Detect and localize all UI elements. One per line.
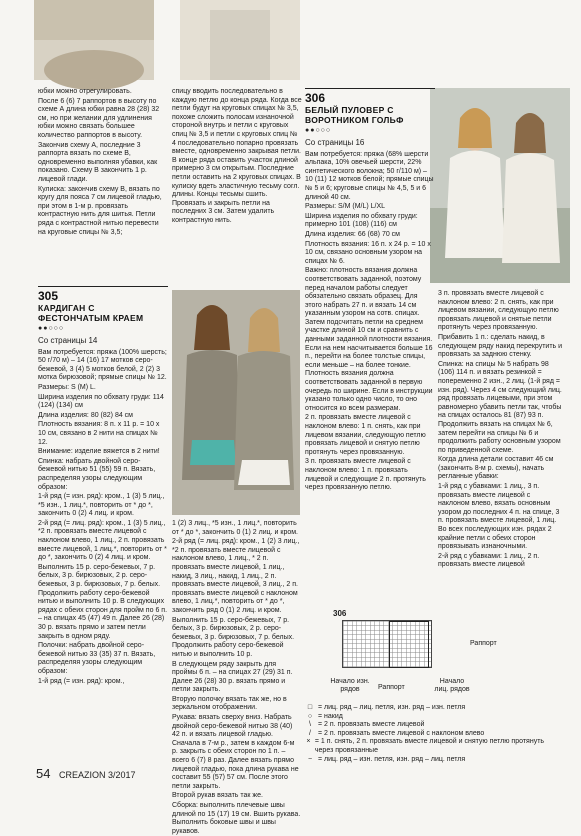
col3-para-0: Вам потребуется: пряжа (68% шерсти альпака, 10% овечьей шерсти, 22% синтетического волокна; 50 г/110 м) – 10 (11) 12 мотков белой; прямые спицы № 5 и 6; круговые спицы № 4,5, 5 и 6 длиной 40 см.	[305, 150, 434, 201]
column-1	[38, 88, 168, 283]
magazine-issue: CREAZION 3/2017	[58, 770, 136, 780]
col4-para-4: 1-й ряд с убавками: 1 лиц., 3 п. провязать вместе лицевой с наклоном влево, вязать основным узором до последних 4 п. на спице, 3 п. провязать вместе лицевой, 1 лиц. Во всех последующих изн. рядах 2 крайние петли с обеих сторон провязывать изнаночными.	[438, 483, 560, 551]
col2b-para-6: Второй рукав вязать так же.	[172, 792, 263, 800]
col3-para-5: Важно: плотность вязания должна соответствовать заданной, поэтому перед началом работы следует обязательно связать образец. Для этого набрать 27 п. и вязать 14 см указанным узором на сотв. спицах. Затем подсчитать петли на среднем участке длиной 10 см и сравнить с данными заданной плотности вязания. Если на нем насчитывается больше 16 п., перейти на более толстые спицы, если меньше – на более тонкие. Плотность вязания должна соответствовать заданной в первую очередь по ширине. Если в инструкции указано только одно число, то оно относится ко всем размерам.	[305, 267, 433, 412]
rapport-label-right: Раппорт	[470, 640, 497, 647]
col2b-para-2: Выполнить 15 р. серо-бежевых, 7 р. белых, 3 р. бирюзовых, 2 р. серо-бежевых, 3 р. бирюзовых, 7 р. белых. Продолжить работу серо-бежевой нитью и выполнить 10 р.	[172, 616, 295, 658]
legend-symbol: −	[307, 755, 313, 763]
col4-para-0: 3 п. провязать вместе лицевой с наклоном влево: 2 п. снять, как при лицевом вязании, следующую петлю провязать лицевой и снятые петли протянуть через провязанную.	[438, 290, 559, 332]
legend-symbol: ○	[307, 712, 313, 720]
col3-para-6: 2 п. провязать вместе лицевой с наклоном влево: 1 п. снять, как при лицевом вязании, следующую петлю провязать лицевой и снятую петлю протянуть через провязанную.	[305, 414, 426, 456]
pattern-number-306: 306	[305, 88, 435, 105]
pattern-305-section	[38, 286, 168, 761]
rapport-box	[389, 621, 429, 668]
page-number: 54	[36, 766, 51, 781]
legend-symbol: □	[307, 704, 313, 711]
col2b-para-1: 2-й ряд (= лиц. ряд): кром., 1 (2) 3 лиц., *2 п. провязать вместе лицевой с наклоном влево, 1 лиц., * 2 п. провязать вместе лицевой, 1 лиц., накид, 3 лиц., накид, 1 лиц., 2 п. провязать вместе лицевой, 3 лиц., 2 п. провязать вместе лицевой с наклоном влево, 1 лиц.*, повторить от * до *, закончить ряд 0 (1) 2 лиц. и кром.	[172, 538, 300, 614]
start-right-rows-label: Начало лиц. рядов	[434, 678, 470, 693]
col1b-para-7: 1-й ряд (= изн. ряд): кром., 1 (3) 5 лиц., *5 изн., 1 лиц.*, повторить от * до *, закончить 0 (2) 4 лиц. и кром.	[38, 493, 165, 518]
col1b-para-2: Ширина изделия по обхвату груди: 114 (124) (134) см	[38, 393, 164, 410]
col3-para-2: Ширина изделия по обхвату груди: примерно 101 (108) (116) см	[305, 212, 418, 229]
legend-row	[302, 713, 552, 722]
legend-text: = 2 п. провязать вместе лицевой с наклоном влево	[318, 729, 485, 737]
column-2-lower	[172, 520, 302, 835]
difficulty-dots: ●●○○○	[38, 325, 65, 332]
col1b-para-3: Длина изделия: 80 (82) 84 см	[38, 411, 133, 419]
col2b-para-5: Рукава: вязать сверху вниз. Набрать двойной серо-бежевой нитью 38 (40) 42 п. и вязать лицевой гладью. Сначала в 7-м р., затем в каждом 6-м р. закрыть с обеих сторон по 1 п. – всего 6 (7) 8 раз. Далее вязать прямо лицевой гладью, пока длина рукава не составит 55 (57) 57 см. После этого петли закрыть.	[172, 714, 299, 790]
legend-text: = накид	[318, 712, 343, 720]
pattern-number: 305	[38, 286, 168, 303]
start-wrong-rows-label: Начало изн. рядов	[330, 678, 370, 693]
photo-top-left	[34, 0, 154, 80]
col4-para-1: Прибавить 1 п.: сделать накид, в следующем ряду накид перекрутить и провязать за заднюю стенку.	[438, 333, 563, 359]
pattern-title-306: БЕЛЫЙ ПУЛОВЕР С ВОРОТНИКОМ ГОЛЬФ	[305, 105, 404, 125]
col3-para-7: 3 п. провязать вместе лицевой с наклоном влево: 1 п. провязать лицевой и следующие 2 п. протянуть через провязанную петлю.	[305, 458, 426, 492]
legend-row	[302, 721, 552, 730]
col2b-para-0: 1 (2) 3 лиц., *5 изн., 1 лиц.*, повторить от * до *, закончить 0 (1) 2 лиц. и кром.	[172, 520, 298, 536]
legend-symbol: ×	[306, 738, 311, 746]
pattern-306-section	[305, 88, 435, 603]
legend-text: = 2 п. провязать вместе лицевой	[318, 721, 425, 729]
legend-symbol: \	[309, 721, 311, 729]
col1b-para-9: Выполнить 15 р. серо-бежевых, 7 р. белых, 3 р. бирюзовых, 2 р. серо-бежевых, 3 р. бирюзовых, 7 р. белых. Продолжить работу серо-бежевой нитью и выполнить 10 р. В следующих рядах с обеих сторон для пройм по 6 п. – на спицах 45 (47) 49 п. Далее 26 (28) 30 р. вязать прямо и затем петли закрыть в одном ряду.	[38, 563, 168, 640]
col1b-para-8: 2-й ряд (= лиц. ряд): кром., 1 (3) 5 лиц., *2 п. провязать вместе лицевой с наклоном влево, 1 лиц., 2 п. провязать вместе лицевой, 1 лиц.*, повторить от * до *, закончить 0 (2) 4 лиц. и кром.	[38, 519, 167, 562]
col1-para-1: После 6 (6) 7 раппортов в высоту по схеме А длина юбки равна 28 (28) 32 см, но при желании для удлинения юбки можно связать большее количество раппортов в высоту.	[38, 97, 160, 139]
col4-para-3: Когда длина детали составит 46 см (закончить 8-м р. схемы), начать регланные убавки:	[438, 456, 554, 481]
col2-para-0: спицу вводить последовательно в каждую петлю до конца ряда. Когда все петли будут на круговых спицах № 3,5, похоже сложить полосам изнаночной стороной внутрь и петли с круговых спиц № 3,5 и петли с круговых спиц № 4 последовательно попарно провязать вместе, одновременно закрывая петли. В конце ряда оставить участок длиной примерно 3 см открытым. Последние петли оставить на 2 круговых спицах. В кулиску вдеть эластичную тесьму согл. длины. Концы тесьмы сшить. Провязать и закрыть петли на последних 3 см. Затем удалить контрастную нить.	[172, 88, 302, 224]
col1b-para-1: Размеры: S (M) L.	[38, 383, 96, 391]
col1b-para-11: 1-й ряд (= изн. ряд): кром.,	[38, 677, 125, 685]
chart-title: 306	[333, 609, 347, 618]
col3-para-3: Длина изделия: 66 (68) 70 см	[305, 230, 400, 238]
col2b-para-3: В следующем ряду закрыть для проймы 6 п. – на спицах 27 (29) 31 п. Далее 26 (28) 30 р. вязать прямо и петли закрыть.	[172, 660, 293, 694]
rapport-label-bottom: Раппорт	[378, 684, 405, 691]
chart-legend	[302, 704, 552, 764]
col1b-para-6: Спинка: набрать двойной серо-бежевой нитью 51 (55) 59 п. Вязать, распределяя узоры следующим образом:	[38, 457, 156, 491]
col1b-para-4: Плотность вязания: 8 п. x 11 р. = 10 x 10 см, связано в 2 нити на спицах № 12.	[38, 421, 160, 446]
legend-symbol: /	[309, 729, 311, 737]
column-2	[172, 88, 302, 283]
col2b-para-7: Сборка: выполнить плечевые швы длиной по 15 (17) 19 см. Вшить рукава. Выполнить боковые швы и швы рукавов.	[172, 802, 301, 835]
legend-row	[302, 756, 552, 765]
photo-white-pullover	[430, 88, 570, 283]
col2b-para-4: Вторую полочку вязать так же, но в зеркальном отображении.	[172, 695, 287, 712]
col1-para-0: юбки можно отрегулировать.	[38, 88, 132, 95]
pattern-title: КАРДИГАН С ФЕСТОНЧАТЫМ КРАЕМ	[38, 303, 144, 323]
from-page-306: Со страницы 16	[305, 137, 365, 147]
page-footer	[36, 768, 456, 781]
col1-para-2: Закончив схему А, последние 3 раппорта вязать по схеме В, одновременно выполняя убавки, как показано. Схему В закончить 1 р. лицевой глади.	[38, 141, 158, 183]
col3-para-4: Плотность вязания: 16 п. x 24 р. = 10 x 10 см, связано основным узором на спицах № 6.	[305, 240, 431, 265]
from-page: Со страницы 14	[38, 335, 98, 345]
col4-para-2: Спинка: на спицы № 5 набрать 98 (106) 114 п. и вязать резинкой = попеременно 2 изн., 2 лиц. (1-й ряд = изн. ряд). Через 4 см следующий лиц. ряд провязать лицевыми, при этом равномерно убавить петли так, чтобы на спицах осталось 81 (87) 93 п. Продолжить вязать на спицах № 6, затем перейти на спицы № 6 и продолжить работу основным узором по приведенной схеме.	[438, 360, 562, 454]
knitting-chart-grid	[342, 620, 432, 668]
legend-row	[302, 738, 552, 755]
photo-top-middle	[180, 0, 300, 80]
col1b-para-0: Вам потребуется: пряжа (100% шерсть; 50 г/70 м) – 14 (16) 17 мотков серо-бежевой, 3 (4) 5 мотков белой, 2 (2) 3 мотка бирюзовой; прямые спицы № 12.	[38, 348, 167, 382]
photo-cardigan	[172, 290, 300, 515]
legend-text: = 1 п. снять, 2 п. провязать вместе лицевой и снятую петлю протянуть через провязанные	[314, 738, 545, 754]
legend-text: = лиц. ряд – лиц. петля, изн. ряд – изн. петля	[318, 704, 466, 711]
col1b-para-10: Полочки: набрать двойной серо-бежевой нитью 33 (35) 37 п. Вязать, распределяя узоры следующим образом:	[38, 642, 156, 675]
difficulty-dots-306: ●●○○○	[305, 127, 332, 134]
legend-text: = лиц. ряд – изн. петля, изн. ряд – лиц. петля	[318, 755, 466, 763]
col3-para-1: Размеры: S/M (M/L) L/XL	[305, 203, 386, 211]
col4-para-5: 2-й ряд с убавками: 1 лиц., 2 п. провязать вместе лицевой	[438, 552, 540, 569]
col1-para-3: Кулиска: закончив схему В, вязать по кругу для пояса 7 см лицевой гладью, при этом в 1-м р. провязать контрастную нить для шитья. Петли ряда с контрастной нитью перевести на круговые спицы № 3,5;	[38, 185, 162, 236]
legend-row	[302, 704, 552, 713]
col1b-para-5: Внимание: изделие вяжется в 2 нити!	[38, 448, 160, 456]
